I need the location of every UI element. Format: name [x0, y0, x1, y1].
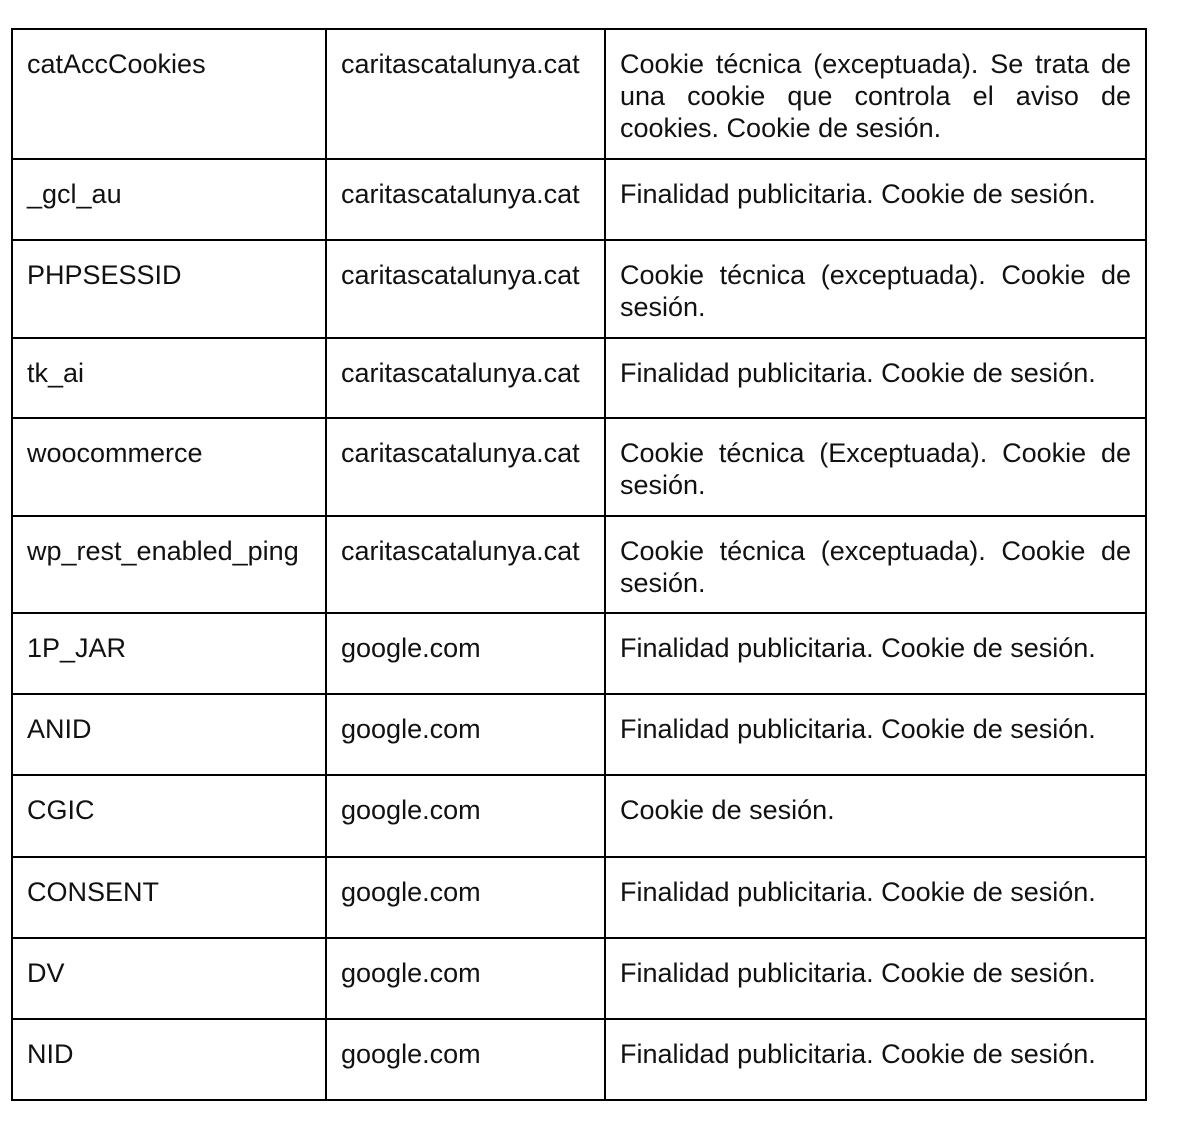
- cookie-name-cell: CONSENT: [12, 857, 326, 938]
- table-row: [12, 516, 1146, 613]
- cookie-description-cell: Cookie técnica (exceptuada). Cookie de sesión.: [605, 240, 1146, 338]
- cookie-domain-cell: caritascatalunya.cat: [326, 29, 605, 159]
- cookie-name-cell: PHPSESSID: [12, 240, 326, 338]
- cookie-domain-cell: google.com: [326, 857, 605, 938]
- cookie-name-cell: 1P_JAR: [12, 613, 326, 694]
- table-row: [12, 29, 1146, 159]
- cookie-description-cell: Cookie técnica (exceptuada). Cookie de sesión.: [605, 516, 1146, 613]
- cookie-description-cell: Cookie técnica (Exceptuada). Cookie de sesión.: [605, 418, 1146, 516]
- table-row: [12, 613, 1146, 694]
- cookie-domain-cell: google.com: [326, 613, 605, 694]
- table-row: [12, 240, 1146, 338]
- cookie-domain-cell: caritascatalunya.cat: [326, 338, 605, 418]
- cookie-description-cell: Finalidad publicitaria. Cookie de sesión.: [605, 857, 1146, 938]
- cookie-name-cell: _gcl_au: [12, 159, 326, 240]
- cookie-domain-cell: caritascatalunya.cat: [326, 159, 605, 240]
- table-row: [12, 1019, 1146, 1100]
- cookie-description-cell: Finalidad publicitaria. Cookie de sesión.: [605, 159, 1146, 240]
- cookie-name-cell: NID: [12, 1019, 326, 1100]
- cookie-name-cell: CGIC: [12, 775, 326, 857]
- cookie-description-cell: Finalidad publicitaria. Cookie de sesión.: [605, 613, 1146, 694]
- cookie-name-cell: wp_rest_enabled_ping: [12, 516, 326, 613]
- cookie-name-cell: ANID: [12, 694, 326, 775]
- cookie-domain-cell: caritascatalunya.cat: [326, 240, 605, 338]
- cookie-name-cell: catAccCookies: [12, 29, 326, 159]
- cookie-name-cell: tk_ai: [12, 338, 326, 418]
- cookie-description-cell: Finalidad publicitaria. Cookie de sesión.: [605, 338, 1146, 418]
- cookie-table: [11, 28, 1147, 1101]
- cookie-domain-cell: google.com: [326, 694, 605, 775]
- cookie-name-cell: woocommerce: [12, 418, 326, 516]
- table-row: [12, 338, 1146, 418]
- cookie-domain-cell: google.com: [326, 1019, 605, 1100]
- cookie-description-cell: Finalidad publicitaria. Cookie de sesión.: [605, 938, 1146, 1019]
- table-row: [12, 159, 1146, 240]
- cookie-description-cell: Cookie de sesión.: [605, 775, 1146, 857]
- cookie-domain-cell: caritascatalunya.cat: [326, 516, 605, 613]
- cookie-description-cell: Finalidad publicitaria. Cookie de sesión.: [605, 694, 1146, 775]
- cookie-domain-cell: google.com: [326, 938, 605, 1019]
- cookie-name-cell: DV: [12, 938, 326, 1019]
- cookie-table-body: [12, 29, 1146, 1100]
- table-row: [12, 775, 1146, 857]
- table-row: [12, 694, 1146, 775]
- cookie-description-cell: Cookie técnica (exceptuada). Se trata de una cookie que controla el aviso de cookies. Cookie de sesión.: [605, 29, 1146, 159]
- table-row: [12, 857, 1146, 938]
- cookie-domain-cell: google.com: [326, 775, 605, 857]
- cookie-domain-cell: caritascatalunya.cat: [326, 418, 605, 516]
- table-row: [12, 938, 1146, 1019]
- table-row: [12, 418, 1146, 516]
- cookie-description-cell: Finalidad publicitaria. Cookie de sesión.: [605, 1019, 1146, 1100]
